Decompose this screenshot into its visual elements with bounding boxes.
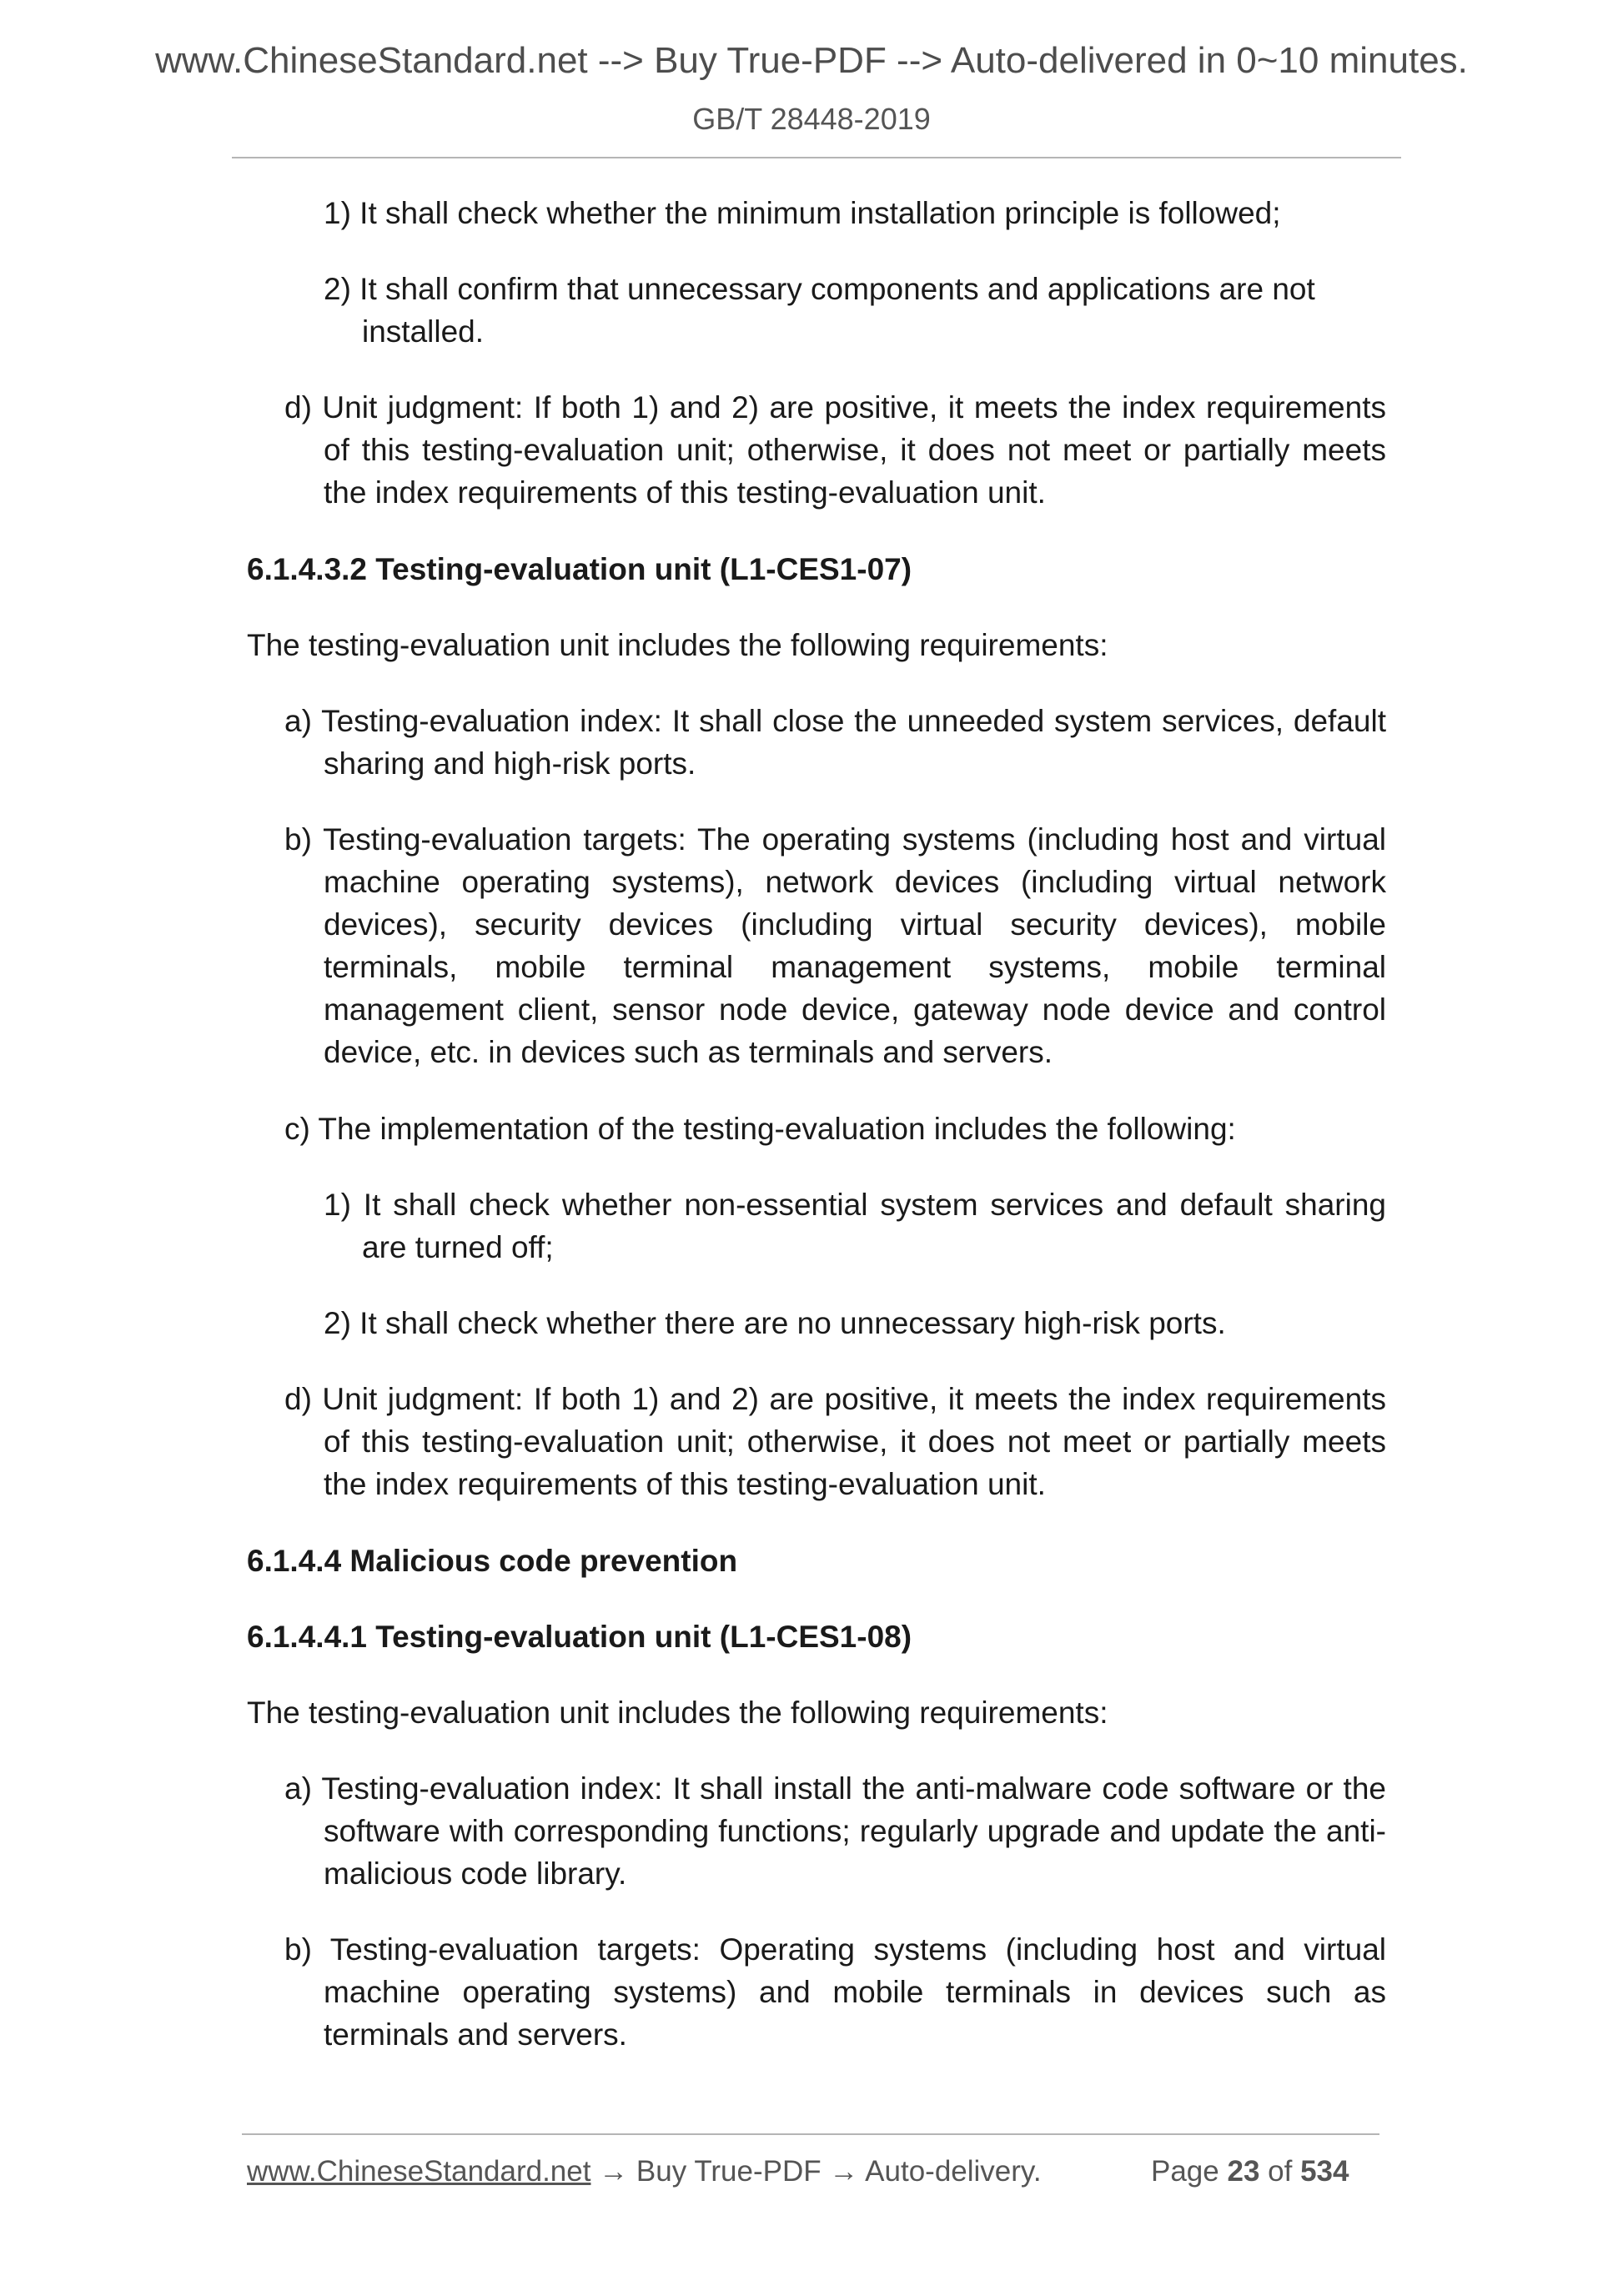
list-item-c-2: 2) It shall check whether there are no unnecessary high-risk ports.	[324, 1306, 1226, 1340]
section-heading-6-1-4-3-2: 6.1.4.3.2 Testing-evaluation unit (L1-CES1-07)	[247, 552, 912, 586]
paragraph-intro: The testing-evaluation unit includes the following requirements:	[247, 628, 1108, 662]
list-item-b: b) Testing-evaluation targets: Operating systems (including host and virtual machine operating systems) and mobile terminals in devices such as terminals and servers.	[284, 1932, 1386, 2052]
list-item-a: a) Testing-evaluation index: It shall install the anti-malware code software or the software with corresponding functions; regularly upgrade and update the anti-malicious code library.	[284, 1771, 1386, 1891]
list-item-c: c) The implementation of the testing-evaluation includes the following:	[284, 1112, 1236, 1146]
list-item-c-1: 1) It shall check whether non-essential system services and default sharing are turned off;	[324, 1188, 1386, 1264]
header-banner: www.ChineseStandard.net --> Buy True-PDF --> Auto-delivered in 0~10 minutes.	[155, 40, 1468, 81]
list-item-1: 1) It shall check whether the minimum installation principle is followed;	[324, 196, 1281, 230]
page-current: 23	[1227, 2155, 1260, 2188]
page-indicator	[1151, 2155, 1349, 2188]
header-divider	[232, 157, 1401, 158]
list-item-2: 2) It shall confirm that unnecessary components and applications are not installed.	[324, 272, 1315, 349]
list-item-a: a) Testing-evaluation index: It shall close the unneeded system services, default sharing and high-risk ports.	[284, 704, 1386, 781]
paragraph-intro: The testing-evaluation unit includes the following requirements:	[247, 1696, 1108, 1730]
footer-promo	[247, 2155, 1042, 2188]
footer-promo-text: → Buy True-PDF → Auto-delivery.	[590, 2155, 1042, 2188]
section-heading-6-1-4-4-1: 6.1.4.4.1 Testing-evaluation unit (L1-CES1-08)	[247, 1620, 912, 1654]
list-item-d: d) Unit judgment: If both 1) and 2) are positive, it meets the index requirements of this testing-evaluation unit; otherwise, it does not meet or partially meets the index requirements of this testing-evaluation unit.	[284, 390, 1386, 510]
standard-code: GB/T 28448-2019	[692, 102, 931, 136]
page-label: Page	[1151, 2155, 1219, 2188]
list-item-d: d) Unit judgment: If both 1) and 2) are positive, it meets the index requirements of this testing-evaluation unit; otherwise, it does not meet or partially meets the index requirements of this testing-evaluation unit.	[284, 1382, 1386, 1501]
page-of: of	[1268, 2155, 1293, 2188]
list-item-b: b) Testing-evaluation targets: The operating systems (including host and virtual machine operating systems), network devices (including virtual network devices), security devices (including virtual security devices), mobile terminals, mobile terminal management systems, mobile terminal management client, sensor node device, gateway node device and control device, etc. in devices such as terminals and servers.	[284, 822, 1386, 1069]
footer-divider	[242, 2133, 1379, 2135]
footer-site-link[interactable]: www.ChineseStandard.net	[247, 2155, 591, 2188]
page-total: 534	[1300, 2155, 1349, 2188]
section-heading-6-1-4-4: 6.1.4.4 Malicious code prevention	[247, 1544, 738, 1578]
